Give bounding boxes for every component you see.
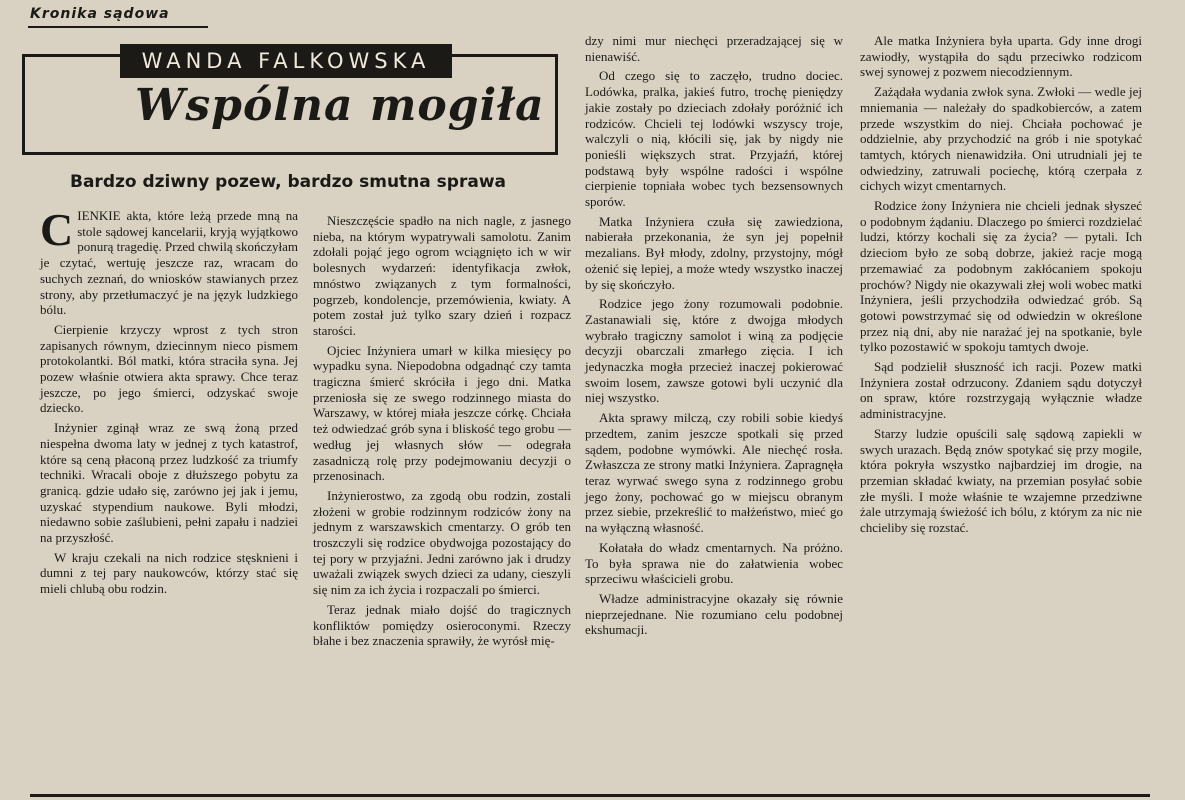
paragraph: Od czego się to zaczęło, trudno dociec. Lodówka, pralka, jakieś futro, trochę pieniędzy jakie zostały po dzieciach zdołały poróżnić ich rodziców. Chcieli tej lodówki wszyscy troje, walczyli o nią, kłócili się, jak by nigdy nie ponieśli większych strat. Przyjaźń, której podstawą były wspólne radości i wspólne cierpienie topniała wobec tych bezsensownych sporów. bbox=[585, 68, 843, 210]
section-label: Kronika sądowa bbox=[30, 6, 170, 22]
paragraph: Akta sprawy milczą, czy robili sobie kiedyś przedtem, zanim jeszcze spotkali się przed sądem, podobne wymówki. Ale niechęć rosła. Zwłaszcza ze strony matki Inżyniera. Zapragnęła teraz wyrwać swego syna z rodzinnego grobu jego żony, pochować go w miejscu obranym przez siebie, przekreślić to małżeństwo, mieć go na wyłączną własność. bbox=[585, 410, 843, 536]
column-1 bbox=[40, 204, 298, 601]
paragraph-text: IENKIE akta, które leżą przede mną na stole sądowej kancelarii, kryją wyjątkowo ponurą tragedię. Przed chwilą skończyłam je czytać, wertuję jeszcze raz, wracam do suchych zeznań, do wniosków stawianych przez strony, aby przetłumaczyć je na język ludzkiego bólu. bbox=[40, 208, 298, 318]
paragraph: Sąd podzielił słuszność ich racji. Pozew matki Inżyniera został odrzucony. Zdaniem sądu dotyczył on spraw, które rozstrzygają wyłącznie władze administracyjne. bbox=[860, 359, 1142, 422]
paragraph: Teraz jednak miało dojść do tragicznych konfliktów pomiędzy osieroconymi. Rzeczy błahe i bez znaczenia sprawiły, że wyrósł mię- bbox=[313, 601, 571, 649]
section-rule bbox=[28, 26, 208, 28]
paragraph: Zażądała wydania zwłok syna. Zwłoki — wedle jej mniemania — należały do spadkobierców, a zatem przede wszystkim do niej. Chciała pochować je oddzielnie, aby przychodzić na grób i nie spotykać tamtych, których nienawidziła. Oni utrudniali jej te odwiedziny, zatruwali pociechę, którą czerpała z cichych wizyt cmentarnych. bbox=[860, 84, 1142, 194]
paragraph: Władze administracyjne okazały się równie nieprzejednane. Nie rozumiano celu podobnej ekshumacji. bbox=[585, 590, 843, 638]
bottom-rule bbox=[30, 794, 1150, 797]
drop-cap: C bbox=[40, 204, 74, 255]
column-4 bbox=[860, 33, 1142, 540]
paragraph: Inżynierostwo, za zgodą obu rodzin, zostali złożeni w grobie rodzinnym rodziców żony na jednym z warszawskich cmentarzy. O grób ten troszczyli się rodzice obydwojga pozostający do tej pory w przyjaźni. Jedni zarówno jak i drudzy uważali związek swych dzieci za udany, cieszyli się nim za ich życia i rozpaczali po śmierci. bbox=[313, 487, 571, 598]
paragraph: W kraju czekali na nich rodzice stęsknieni i dumni z tej pary naukowców, którzy stać się mieli chlubą obu rodzin. bbox=[40, 549, 298, 597]
paragraph: Rodzice żony Inżyniera nie chcieli jednak słyszeć o podobnym żądaniu. Dlaczego po śmierci rozdzielać ludzi, którzy kochali się za życia? — pytali. Ich dzieciom było ze sobą dobrze, jakież racje mogą przemawiać za podobnym zakłócaniem spokoju prochów? Nigdy nie okazywali złej woli wobec matki Inżyniera, jeśli przychodziła odwiedzać grób. Są gotowi powstrzymać się od odwiedzin w określone przez nią dni, aby nie narażać jej na spotkanie, byle tylko pozostawić w spokoju tamtych dwoje. bbox=[860, 198, 1142, 355]
column-3 bbox=[585, 33, 843, 642]
article-title: Wspólna mogiła bbox=[135, 80, 545, 131]
author-name: WANDA FALKOWSKA bbox=[120, 44, 452, 78]
article-subtitle: Bardzo dziwny pozew, bardzo smutna sprawa bbox=[70, 172, 506, 192]
paragraph: Starzy ludzie opuścili salę sądową zapiekli w swych urazach. Będą znów spotykać się przy mogile, która pokryła wszystko najbardziej im drogie, na przemian składać kwiaty, na przemian posyłać sobie złe myśli. I może właśnie te wzajemne przedziwne żale utrzymają świeżość ich bólu, z którym za nic nie chcieliby się rozstać. bbox=[860, 425, 1142, 536]
paragraph: Rodzice jego żony rozumowali podobnie. Zastanawiali się, które z dwojga młodych wybrało tragiczny samolot i winą za podjęcie decyzji obarczali zmarłego zięcia. I ich jedynaczka mogła przecież inaczej pokierować swoim losem, zawsze gotowi byli uczynić dla niej wszystko. bbox=[585, 296, 843, 406]
column-2 bbox=[313, 213, 571, 653]
paragraph bbox=[40, 204, 298, 318]
paragraph: Ale matka Inżyniera była uparta. Gdy inne drogi zawiodły, wystąpiła do sądu przeciwko rodzicom swej synowej z pozwem niecodziennym. bbox=[860, 33, 1142, 80]
paragraph: Ojciec Inżyniera umarł w kilka miesięcy po wypadku syna. Niepodobna odgadnąć czy tamta tragiczna śmierć skróciła i jego dni. Matka przeniosła się ze swego rodzinnego miasta do Warszawy, w której miała jeszcze córkę. Chciała też odwiedzać grób syna i bliskość tego grobu — według jej własnych słów — odegrała zasadniczą rolę przy podejmowaniu decyzji o przenosinach. bbox=[313, 342, 571, 484]
paragraph: Cierpienie krzyczy wprost z tych stron zapisanych równym, dziecinnym nieco pismem protokolantki. Ból matki, która straciła syna. Jej pozew właśnie otwiera akta sprawy. Chce teraz jeszcze, po jego śmierci, odzyskać swoje dziecko. bbox=[40, 321, 298, 416]
paragraph: dzy nimi mur niechęci przeradzającej się w nienawiść. bbox=[585, 33, 843, 64]
paragraph: Nieszczęście spadło na nich nagle, z jasnego nieba, na którym wypatrywali samolotu. Zanim zdołali pojąć jego ogrom wciągnięto ich w wir bolesnych wydarzeń: identyfikacja zwłok, mnóstwo związanych z tym formalności, pogrzeb, kondolencje, przemówienia, kwiaty. A potem został już tylko szary dzień i rozpacz starości. bbox=[313, 213, 571, 338]
paragraph: Kołatała do władz cmentarnych. Na próżno. To była sprawa nie do załatwienia wobec sprzeciwu właścicieli grobu. bbox=[585, 539, 843, 587]
paragraph: Matka Inżyniera czuła się zawiedziona, nabierała przekonania, że syn jej popełnił mezalians. Był młody, zdolny, przystojny, mógł ożenić się lepiej, a może wtedy wszystko inaczej by się skończyło. bbox=[585, 213, 843, 292]
paragraph: Inżynier zginął wraz ze swą żoną przed niespełna dwoma laty w jednej z tych katastrof, które są ceną płaconą przez ludzkość za triumfy techniki. Wracali oboje z dłuższego pobytu za granicą. gdzie udało się, zarówno jej jak i jemu, uzyskać stypendium naukowe. Byli młodzi, niedawno sobie zaślubieni, pełni zapału i nadziei na przyszłość. bbox=[40, 420, 298, 546]
